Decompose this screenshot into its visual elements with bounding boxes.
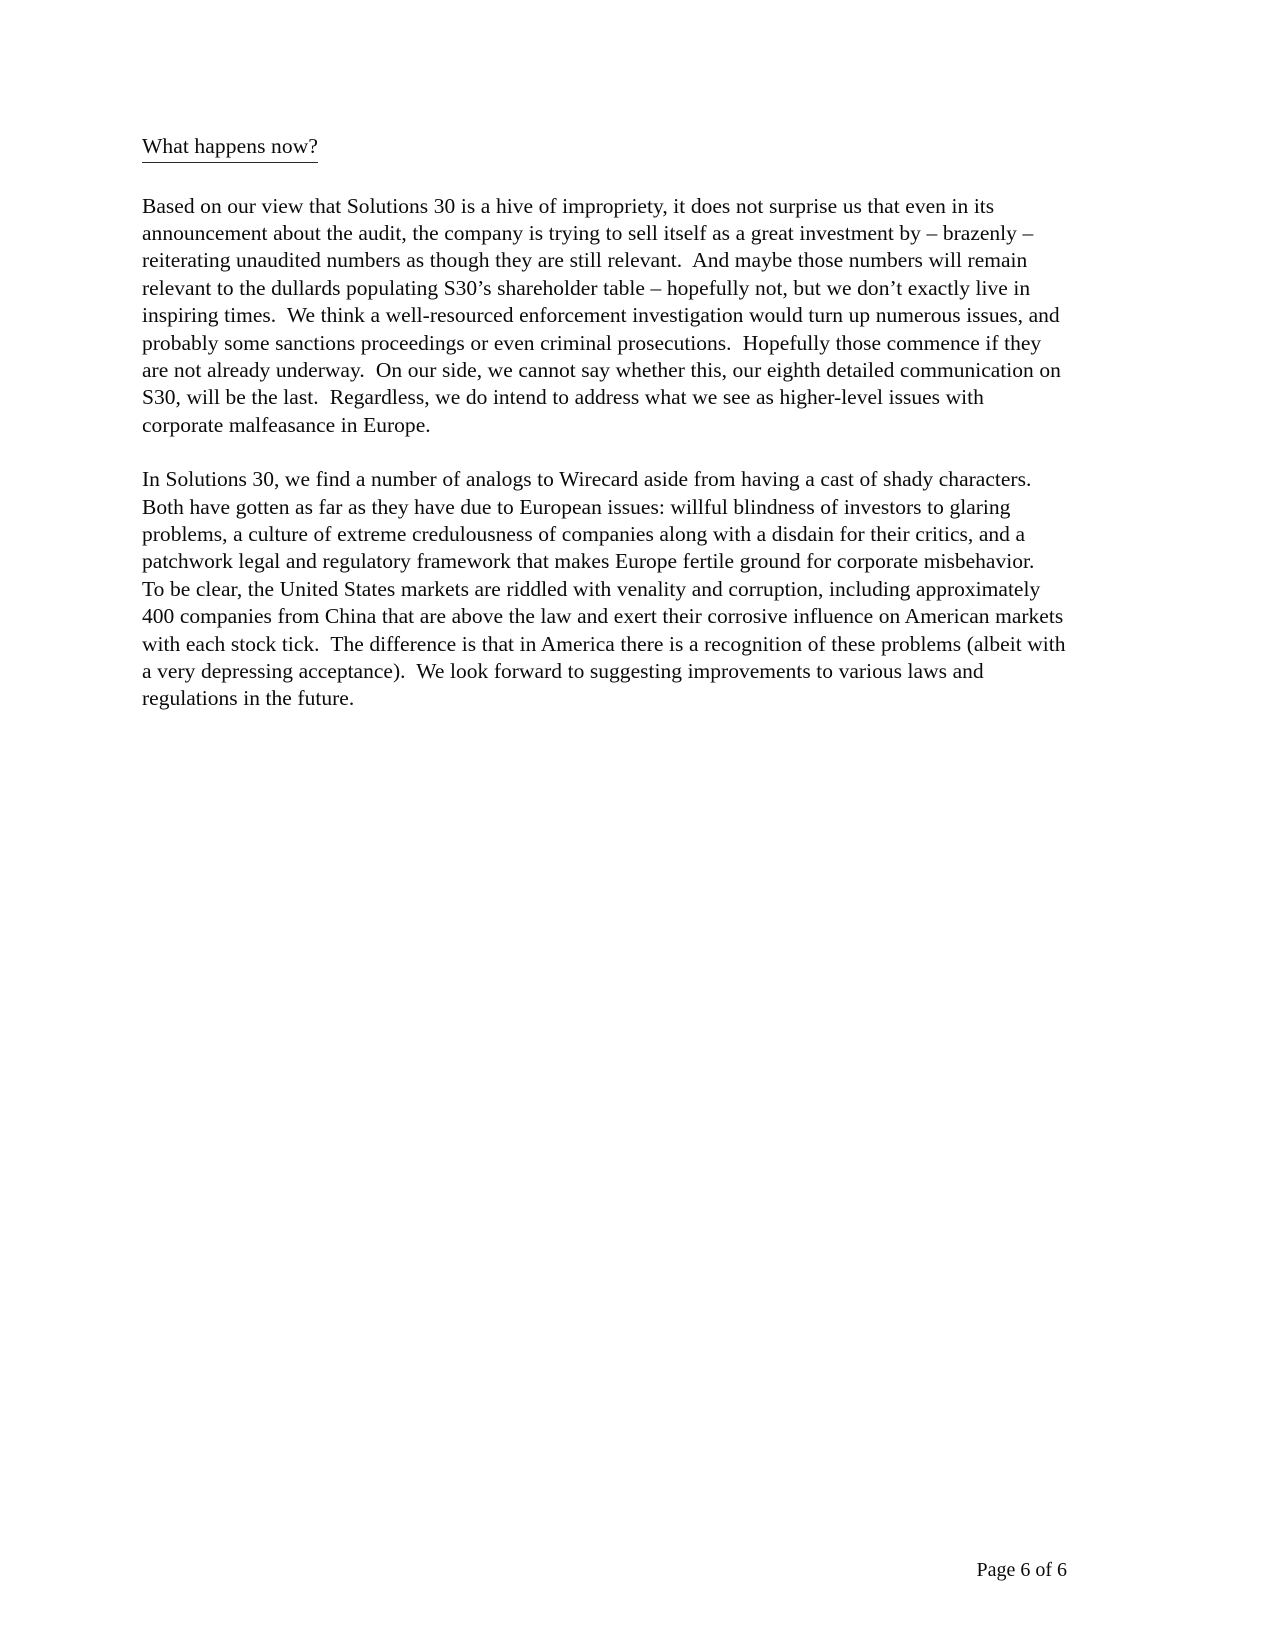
section-heading-wrapper	[142, 133, 1067, 163]
page-title: What happens now?	[142, 133, 318, 163]
body-paragraph: In Solutions 30, we find a number of analogs to Wirecard aside from having a cast of shady characters. Both have gotten as far as they have due to European issues: willful blindness of investors to glaring problems, a culture of extreme credulousness of companies along with a disdain for their critics, and a patchwork legal and regulatory framework that makes Europe fertile ground for corporate misbehavior. To be clear, the United States markets are riddled with venality and corruption, including approximately 400 companies from China that are above the law and exert their corrosive influence on American markets with each stock tick. The difference is that in America there is a recognition of these problems (albeit with a very depressing acceptance). We look forward to suggesting improvements to various laws and regulations in the future.	[142, 467, 1072, 711]
page-footer: Page 6 of 6	[976, 1559, 1067, 1581]
body-paragraph: Based on our view that Solutions 30 is a hive of impropriety, it does not surprise us that even in its announcement about the audit, the company is trying to sell itself as a great investment by – brazenly – reiterating unaudited numbers as though they are still relevant. And maybe those numbers will remain relevant to the dullards populating S30’s shareholder table – hopefully not, but we don’t exactly live in inspiring times. We think a well-resourced enforcement investigation would turn up numerous issues, and probably some sanctions proceedings or even criminal prosecutions. Hopefully those commence if they are not already underway. On our side, we cannot say whether this, our eighth detailed communication on S30, will be the last. Regardless, we do intend to address what we see as higher-level issues with corporate malfeasance in Europe.	[142, 193, 1067, 437]
document-body	[142, 133, 1072, 713]
